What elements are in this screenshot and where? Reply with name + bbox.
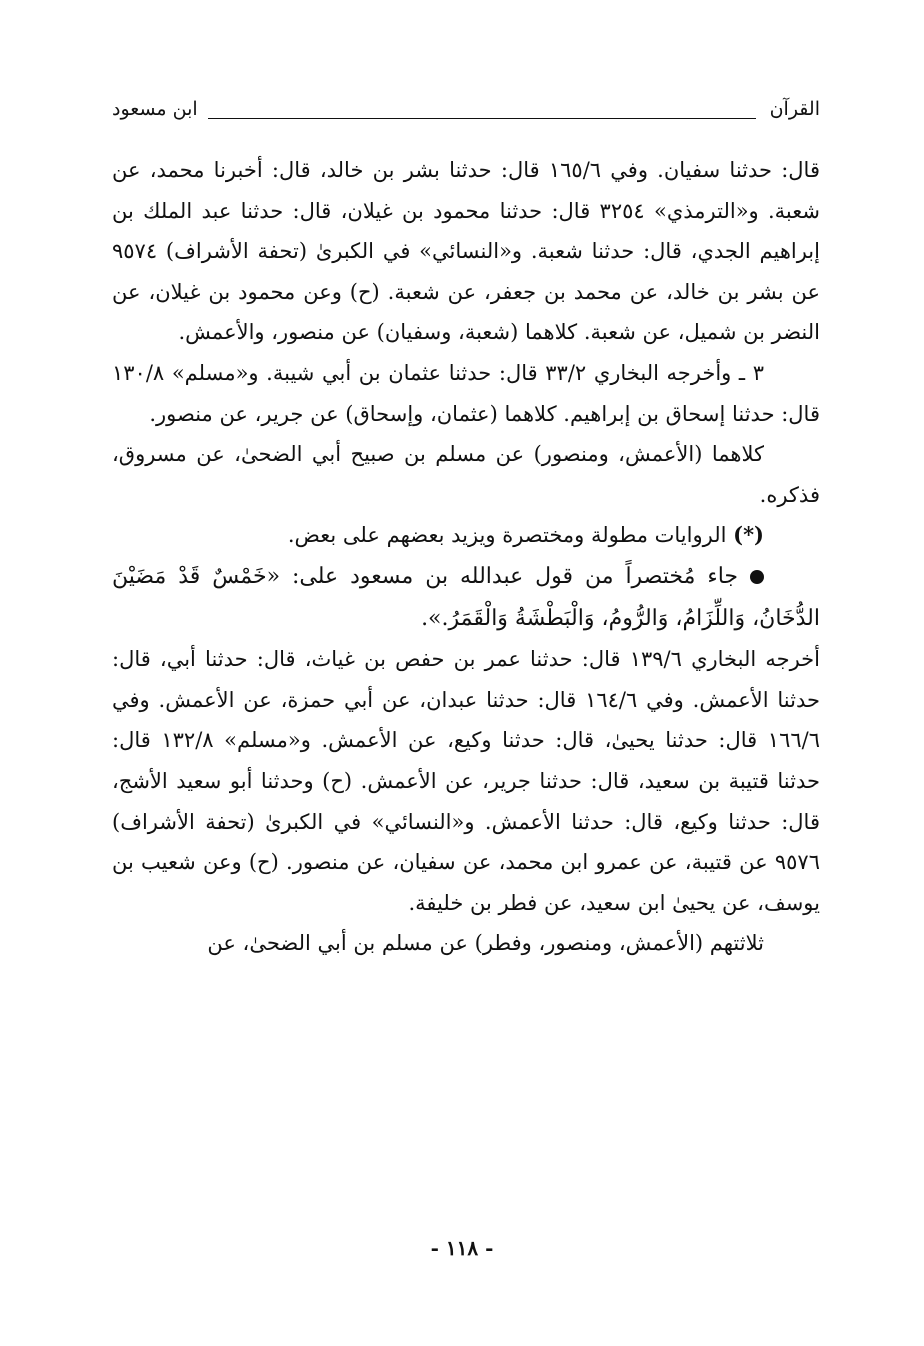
bullet-text: جاء مُختصراً من قول عبدالله بن مسعود على: «خَمْسٌ قَدْ مَضَيْنَ الدُّخَانُ، وَاللِّزَامُ، وَالرُّومُ، وَالْبَطْشَةُ وَالْقَمَرُ.». xyxy=(112,563,820,631)
running-header xyxy=(112,98,820,130)
header-rule xyxy=(208,118,756,119)
header-right-title: القرآن xyxy=(769,98,820,120)
paragraph-7: ثلاثتهم (الأعمش، ومنصور، وفطر) عن مسلم بن أبي الضحىٰ، عن xyxy=(207,931,764,956)
note-text: الروايات مطولة ومختصرة ويزيد بعضهم على بعض. xyxy=(287,523,727,548)
paragraph-1: قال: حدثنا سفيان. وفي ١٦٥/٦ قال: حدثنا بشر بن خالد، قال: أخبرنا محمد، عن شعبة. و«الترمذي» ٣٢٥٤ قال: حدثنا محمود بن غيلان، قال: حدثنا عبد الملك بن إبراهيم الجدي، قال: حدثنا شعبة. و«النسائي» في الكبرىٰ (تحفة الأشراف) ٩٥٧٤ عن بشر بن خالد، عن محمد بن جعفر، عن شعبة. (ح) وعن محمود بن غيلان، عن النضر بن شميل، عن شعبة. كلاهما (شعبة، وسفيان) عن منصور، والأعمش. xyxy=(112,158,820,345)
page-number: - ١١٨ - xyxy=(430,1236,494,1260)
page-body xyxy=(112,150,820,964)
paragraph-6: أخرجه البخاري ١٣٩/٦ قال: حدثنا عمر بن حفص بن غياث، قال: حدثنا أبي، قال: حدثنا الأعمش. وفي ١٦٤/٦ قال: حدثنا عبدان، عن أبي حمزة، عن الأعمش. وفي ١٦٦/٦ قال: حدثنا يحيىٰ، قال: حدثنا وكيع، عن الأعمش. و«مسلم» ١٣٢/٨ قال: حدثنا قتيبة بن سعيد، قال: حدثنا جرير، عن الأعمش. (ح) وحدثنا أبو سعيد الأشج، قال: حدثنا وكيع، قال: حدثنا الأعمش. و«النسائي» في الكبرىٰ (تحفة الأشراف) ٩٥٧٦ عن قتيبة، عن عمرو ابن محمد، عن سفيان، عن منصور. (ح) وعن شعيب بن يوسف، عن يحيىٰ ابن سعيد، عن فطر بن خليفة. xyxy=(112,647,820,915)
paragraph-3: كلاهما (الأعمش، ومنصور) عن مسلم بن صبيح أبي الضحىٰ، عن مسروق، فذكره. xyxy=(112,442,820,507)
bullet-paragraph xyxy=(112,556,820,639)
header-left-title: ابن مسعود xyxy=(112,98,198,120)
paragraph-2: ٣ ـ وأخرجه البخاري ٣٣/٢ قال: حدثنا عثمان بن أبي شيبة. و«مسلم» ١٣٠/٨ قال: حدثنا إسحاق بن إبراهيم. كلاهما (عثمان، وإسحاق) عن جرير، عن منصور. xyxy=(112,360,820,426)
bullet-icon xyxy=(750,570,764,584)
note-marker: (*) xyxy=(733,522,764,548)
note-paragraph xyxy=(112,515,820,556)
